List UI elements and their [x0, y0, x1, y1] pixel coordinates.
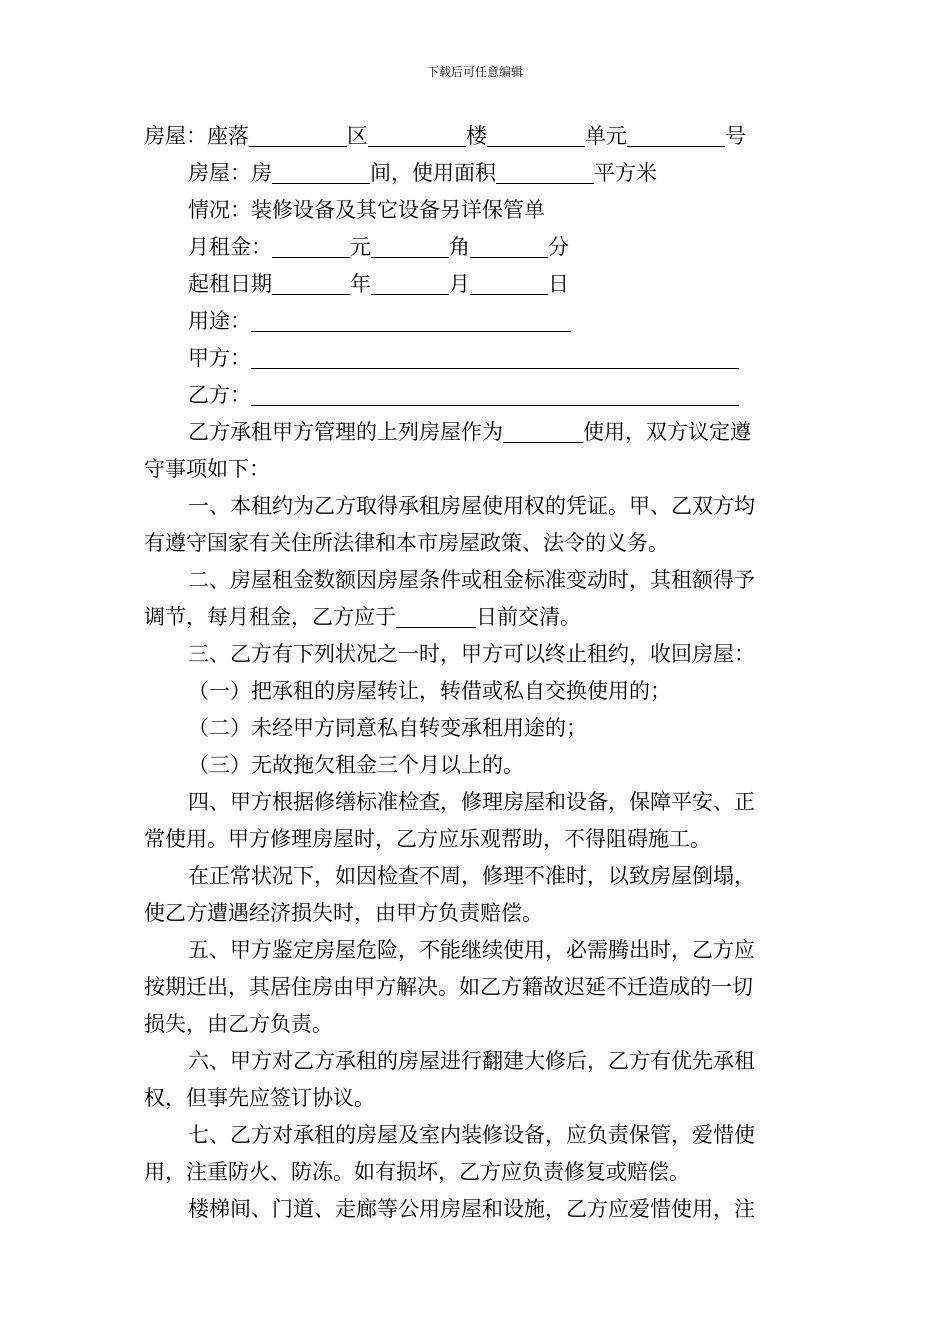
area-unit: 平方米: [594, 161, 657, 185]
blank-line: [470, 233, 548, 258]
start-year: 年: [350, 272, 371, 296]
blank-line: [251, 307, 571, 332]
rooms-prefix: 房屋：房: [188, 161, 272, 185]
start-month: 月: [449, 272, 470, 296]
intro-suffix: 使用，双方议定遵: [583, 420, 751, 444]
field-party-b: [144, 377, 808, 414]
clause-1-line: 一、本租约为乙方取得承租房屋使用权的凭证。甲、乙双方均: [188, 494, 755, 518]
field-purpose: [144, 303, 808, 340]
purpose-label: 用途：: [188, 309, 251, 333]
clause-6-line: 六、甲方对乙方承租的房屋进行翻建大修后，乙方有优先承租: [188, 1049, 755, 1073]
field-party-a: [144, 340, 808, 377]
field-rent: [144, 229, 808, 266]
clause-7-line: 用，注重防火、防冻。如有损坏，乙方应负责修复或赔偿。: [144, 1160, 690, 1184]
location-prefix: 房屋：座落: [144, 124, 249, 148]
clause-2-suffix: 日前交清。: [476, 605, 581, 629]
rent-label: 月租金：: [188, 235, 272, 259]
clause-1-line: 有遵守国家有关住所法律和本市房屋政策、法令的义务。: [144, 531, 669, 555]
blank-line: [627, 122, 725, 147]
intro-prefix: 乙方承租甲方管理的上列房屋作为: [188, 420, 503, 444]
clause-3-item: （三）无故拖欠租金三个月以上的。: [188, 753, 524, 777]
blank-line: [396, 603, 476, 628]
clause-5-line: 损失，由乙方负责。: [144, 1012, 333, 1036]
party-b-label: 乙方：: [188, 383, 251, 407]
blank-line: [251, 381, 739, 406]
clause-2-prefix: 调节，每月租金，乙方应于: [144, 605, 396, 629]
blank-line: [272, 233, 350, 258]
clause-3-item: （一）把承租的房屋转让，转借或私自交换使用的；: [188, 679, 671, 703]
party-a-label: 甲方：: [188, 346, 251, 370]
rooms-unit: 间，使用面积: [370, 161, 496, 185]
start-date-label: 起租日期: [188, 272, 272, 296]
clause-5-line: 五、甲方鉴定房屋危险，不能继续使用，必需腾出时，乙方应: [188, 938, 755, 962]
clause-3-item: （二）未经甲方同意私自转变承租用途的；: [188, 716, 587, 740]
blank-line: [368, 122, 466, 147]
intro-line: [144, 414, 808, 451]
location-building: 楼: [466, 124, 487, 148]
clause-6-line: 权，但事先应签订协议。: [144, 1086, 375, 1110]
blank-line: [496, 159, 594, 184]
field-condition: 情况：装修设备及其它设备另详保管单: [188, 198, 545, 222]
clause-4b-line: 使乙方遭遇经济损失时，由甲方负责赔偿。: [144, 901, 543, 925]
field-start-date: [144, 266, 808, 303]
rent-jiao: 角: [449, 235, 470, 259]
location-district: 区: [347, 124, 368, 148]
field-rooms: [144, 155, 808, 192]
rent-yuan: 元: [350, 235, 371, 259]
blank-line: [272, 270, 350, 295]
clause-7-line: 七、乙方对承租的房屋及室内装修设备，应负责保管，爱惜使: [188, 1123, 755, 1147]
start-day: 日: [548, 272, 569, 296]
field-location: [144, 118, 808, 155]
clause-7b-line: 楼梯间、门道、走廊等公用房屋和设施，乙方应爱惜使用，注: [188, 1197, 755, 1221]
blank-line: [470, 270, 548, 295]
clause-2-line: 二、房屋租金数额因房屋条件或租金标准变动时，其租额得予: [188, 568, 755, 592]
lease-document: [144, 118, 808, 1228]
location-number: 号: [725, 124, 746, 148]
location-unit: 单元: [585, 124, 627, 148]
blank-line: [503, 418, 583, 443]
blank-line: [487, 122, 585, 147]
header-note: 下载后可任意编辑: [426, 65, 523, 79]
clause-4-line: 四、甲方根据修缮标准检查，修理房屋和设备，保障平安、正: [188, 790, 755, 814]
blank-line: [251, 344, 739, 369]
clause-5-line: 按期迁出，其居住房由甲方解决。如乙方籍故迟延不迁造成的一切: [144, 975, 753, 999]
intro-line-2: 守事项如下：: [144, 457, 270, 481]
clause-3-line: 三、乙方有下列状况之一时，甲方可以终止租约，收回房屋：: [188, 642, 755, 666]
blank-line: [249, 122, 347, 147]
blank-line: [272, 159, 370, 184]
clause-2-line: [144, 599, 808, 636]
rent-fen: 分: [548, 235, 569, 259]
blank-line: [371, 270, 449, 295]
blank-line: [371, 233, 449, 258]
clause-4-line: 常使用。甲方修理房屋时，乙方应乐观帮助，不得阻碍施工。: [144, 827, 711, 851]
clause-4b-line: 在正常状况下，如因检查不周，修理不准时，以致房屋倒塌，: [188, 864, 755, 888]
